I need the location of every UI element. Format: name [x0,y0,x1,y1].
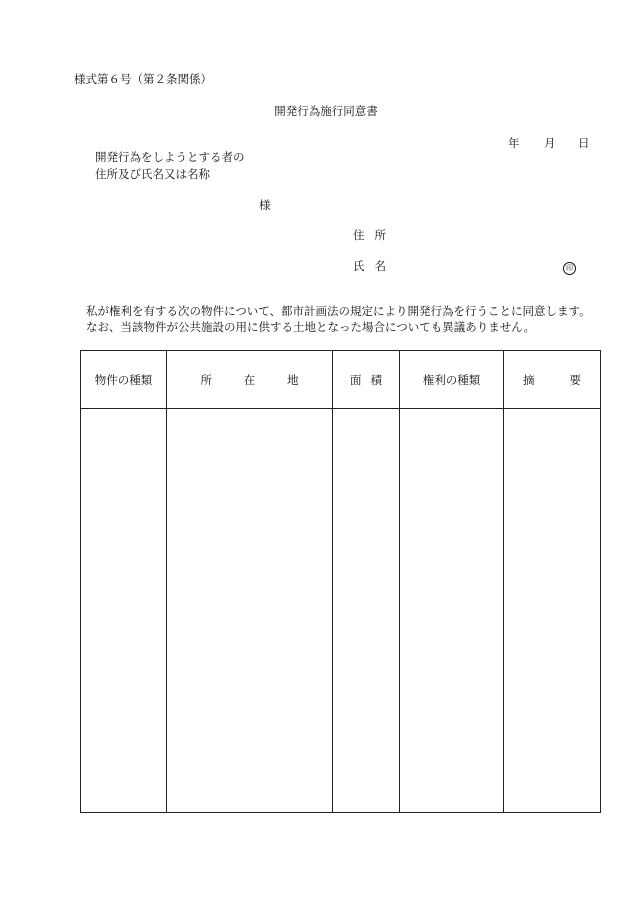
property-table [80,350,601,813]
table-header-row [81,351,601,409]
addressee-line-1: 開発行為をしようとする者の [95,150,245,164]
date-day: 日 [578,136,590,150]
header-location: 所 在 地 [167,351,333,409]
addressee-honorific: 様 [259,198,271,212]
name-label-char-2: 名 [374,259,386,273]
form-number: 様式第６号（第２条関係） [74,72,212,86]
seal-mark [563,259,576,275]
consent-paragraph-2: なお、当該物件が公共施設の用に供する土地となった場合についても異議ありません。 [86,320,535,334]
header-area: 面 積 [333,351,400,409]
cell-location[interactable] [167,409,333,813]
consent-paragraph-1: 私が権利を有する次の物件について、都市計画法の規定により開発行為を行うことに同意します。 [86,304,591,318]
header-property-type: 物件の種類 [81,351,167,409]
cell-area[interactable] [333,409,400,813]
address-label-char-1: 住 [353,228,365,242]
seal-icon: 印 [563,262,576,275]
header-right-type: 権利の種類 [400,351,504,409]
header-remarks: 摘 要 [504,351,601,409]
addressee-line-2: 住所及び氏名又は名称 [95,167,210,181]
document-title: 開発行為施行同意書 [274,104,378,118]
date-year: 年 [508,136,520,150]
cell-remarks[interactable] [504,409,601,813]
address-label [353,228,386,242]
name-label-char-1: 氏 [353,259,365,273]
address-label-char-2: 所 [374,228,386,242]
cell-right-type[interactable] [400,409,504,813]
table-row [81,409,601,813]
date-month: 月 [544,136,556,150]
cell-property-type[interactable] [81,409,167,813]
name-label [353,259,386,273]
